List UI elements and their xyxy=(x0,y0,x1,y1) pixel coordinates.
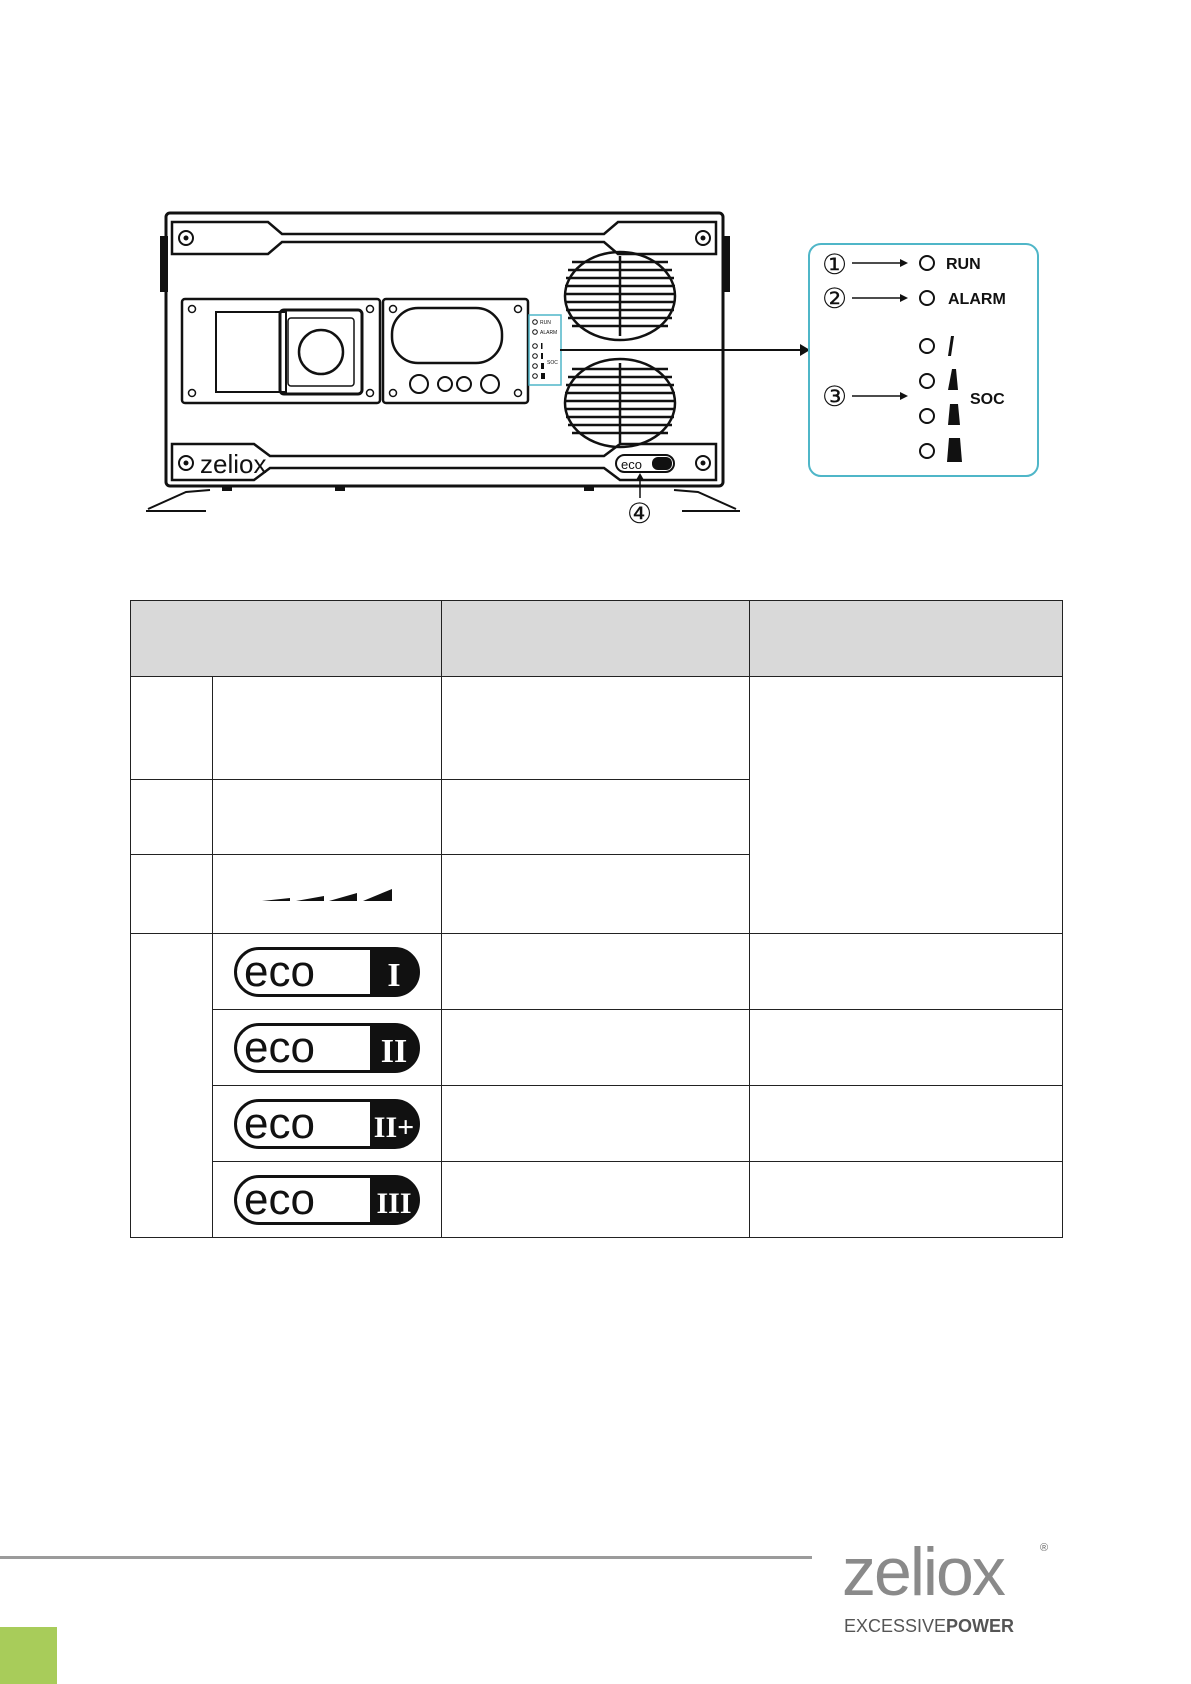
table-header-row xyxy=(131,601,1063,677)
table-row xyxy=(131,934,1063,1010)
svg-text:eco: eco xyxy=(244,946,315,996)
table-cell xyxy=(442,677,750,780)
logo-tagline: EXCESSIVEPOWER xyxy=(844,1616,1015,1636)
svg-text:RUN: RUN xyxy=(540,320,551,326)
callout-4: ④ xyxy=(627,498,653,529)
brand-logo xyxy=(842,1534,1052,1638)
svg-text:eco: eco xyxy=(244,1098,315,1148)
callout-2: ② xyxy=(822,283,848,314)
footer-divider xyxy=(0,1556,812,1559)
table-cell xyxy=(442,855,750,934)
table-cell xyxy=(442,780,750,855)
eco-mode-ii-plus-icon xyxy=(234,1099,420,1149)
run-label: RUN xyxy=(946,256,981,273)
table-row xyxy=(131,1162,1063,1238)
table-row xyxy=(131,1010,1063,1086)
svg-text:I: I xyxy=(387,956,401,994)
table-cell xyxy=(750,934,1063,1010)
eco-mode-i-icon xyxy=(234,947,420,997)
table-row xyxy=(131,677,1063,780)
table-cell xyxy=(750,1010,1063,1086)
eco-mode-iii-icon xyxy=(234,1175,420,1225)
logo-wordmark: zeliox xyxy=(842,1534,1004,1610)
table-cell xyxy=(442,1086,750,1162)
alarm-label: ALARM xyxy=(948,291,1006,308)
table-cell xyxy=(750,677,1063,934)
svg-text:SOC: SOC xyxy=(547,360,558,366)
soc-bars-icon xyxy=(262,882,392,902)
indicator-table xyxy=(130,600,1063,1238)
device-brand-text: zeliox xyxy=(200,449,267,479)
table-header-cell xyxy=(442,601,750,677)
soc-bar-4 xyxy=(947,438,962,462)
table-cell xyxy=(131,855,213,934)
svg-text:eco: eco xyxy=(621,457,642,472)
svg-text:eco: eco xyxy=(244,1174,315,1224)
table-cell xyxy=(213,677,442,780)
table-cell xyxy=(750,1162,1063,1238)
table-cell xyxy=(442,1010,750,1086)
table-cell xyxy=(213,934,442,1010)
table-cell xyxy=(131,780,213,855)
footer-accent-tab xyxy=(0,1627,57,1684)
table-cell xyxy=(442,934,750,1010)
table-cell xyxy=(213,1086,442,1162)
table-cell xyxy=(213,1162,442,1238)
registered-mark: ® xyxy=(1040,1542,1049,1554)
callout-3: ③ xyxy=(822,381,848,412)
callout-1: ① xyxy=(822,249,848,280)
svg-text:II: II xyxy=(380,1032,408,1070)
svg-text:eco: eco xyxy=(244,1022,315,1072)
table-cell xyxy=(213,1010,442,1086)
table-cell xyxy=(131,677,213,780)
table-cell xyxy=(750,1086,1063,1162)
soc-label: SOC xyxy=(970,391,1005,408)
device-figure xyxy=(0,0,1191,560)
table-cell xyxy=(442,1162,750,1238)
table-header-cell xyxy=(131,601,442,677)
table-header-cell xyxy=(750,601,1063,677)
eco-mode-ii-icon xyxy=(234,1023,420,1073)
table-cell xyxy=(131,934,213,1238)
table-cell xyxy=(213,780,442,855)
table-row xyxy=(131,1086,1063,1162)
svg-text:II+: II+ xyxy=(373,1110,415,1144)
soc-bar-3 xyxy=(948,404,960,425)
svg-text:ALARM: ALARM xyxy=(540,330,558,336)
table-cell xyxy=(213,855,442,934)
svg-text:III: III xyxy=(376,1186,412,1220)
inverter-front-panel-diagram xyxy=(0,0,1191,560)
